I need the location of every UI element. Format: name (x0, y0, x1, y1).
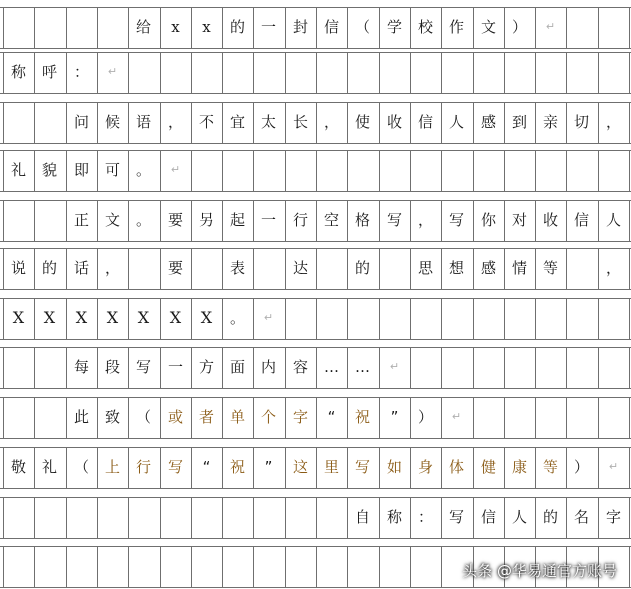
grid-cell-divider (191, 248, 192, 289)
grid-char: 容 (292, 358, 308, 376)
grid-cell-divider (379, 52, 380, 93)
grid-cell-divider (441, 546, 442, 587)
grid-cell-divider (629, 52, 630, 93)
grid-char: X (12, 308, 25, 327)
grid-char: 称 (10, 63, 26, 81)
grid-char: 写 (135, 358, 151, 376)
grid-char: 身 (417, 458, 433, 476)
grid-cell-divider (535, 298, 536, 339)
grid-char: 者 (198, 408, 214, 426)
grid-cell-divider (253, 497, 254, 538)
grid-char: ” (264, 458, 273, 476)
grid-char: X (106, 308, 119, 327)
grid-char: 即 (73, 161, 89, 179)
grid-cell-divider (253, 248, 254, 289)
grid-cell-divider (128, 497, 129, 538)
grid-char: 起 (229, 211, 245, 229)
grid-cell-divider (473, 347, 474, 388)
grid-cell-divider (566, 298, 567, 339)
grid-char: 人 (511, 508, 527, 526)
grid-cell-divider (379, 248, 380, 289)
grid-char: 达 (292, 259, 308, 277)
grid-char: ） (417, 408, 433, 426)
grid-cell-divider (504, 347, 505, 388)
grid-char: 不 (198, 113, 214, 131)
grid-char: 校 (417, 18, 433, 36)
grid-char: 学 (386, 18, 402, 36)
grid-cell-divider (535, 52, 536, 93)
grid-cell-divider (629, 447, 630, 488)
grid-cell-divider (253, 52, 254, 93)
grid-cell-divider (222, 52, 223, 93)
grid-cell-divider (191, 546, 192, 587)
grid-char: 对 (511, 211, 527, 229)
grid-char: ： (417, 508, 433, 526)
paragraph-mark: ↵ (608, 460, 619, 473)
grid-char: 单 (229, 408, 245, 426)
grid-char: ， (605, 259, 621, 277)
grid-char: 礼 (10, 161, 26, 179)
grid-cell-divider (535, 347, 536, 388)
grid-cell-divider (191, 497, 192, 538)
grid-char: 长 (292, 113, 308, 131)
grid-cell-divider (222, 546, 223, 587)
grid-char: “ (202, 458, 211, 476)
grid-cell-divider (629, 7, 630, 48)
grid-cell-divider (316, 546, 317, 587)
grid-char: 康 (511, 458, 527, 476)
grid-cell-divider (285, 546, 286, 587)
grid-char: ， (167, 113, 183, 131)
grid-cell-divider (347, 52, 348, 93)
grid-char: 上 (104, 458, 120, 476)
grid-cell-divider (191, 52, 192, 93)
grid-cell-divider (629, 200, 630, 241)
grid-char: 人 (605, 211, 621, 229)
grid-cell-divider (473, 397, 474, 438)
grid-char: 健 (480, 458, 496, 476)
grid-rule (0, 587, 631, 588)
grid-cell-divider (629, 298, 630, 339)
grid-cell-divider (629, 248, 630, 289)
grid-char: 语 (135, 113, 151, 131)
grid-cell-divider (34, 497, 35, 538)
grid-char: （ (354, 18, 370, 36)
grid-char: 写 (448, 508, 464, 526)
grid-cell-divider (191, 150, 192, 191)
grid-char: … (355, 358, 370, 376)
grid-cell-divider (535, 150, 536, 191)
grid-char: 体 (448, 458, 464, 476)
grid-char: 候 (104, 113, 120, 131)
grid-cell-divider (566, 347, 567, 388)
grid-cell-divider (66, 546, 67, 587)
grid-char: 人 (448, 113, 464, 131)
grid-char: 字 (292, 408, 308, 426)
watermark: 头条 @华易通官方账号 (462, 562, 617, 580)
grid-cell-divider (504, 397, 505, 438)
grid-char: 祝 (229, 458, 245, 476)
grid-char: 一 (260, 211, 276, 229)
grid-cell-divider (504, 150, 505, 191)
grid-cell-divider (441, 347, 442, 388)
grid-cell-divider (566, 52, 567, 93)
grid-char: 。 (229, 309, 245, 327)
grid-char: 等 (542, 259, 558, 277)
grid-char: 收 (542, 211, 558, 229)
grid-char: 的 (229, 18, 245, 36)
grid-char: 要 (167, 211, 183, 229)
grid-cell-divider (598, 347, 599, 388)
grid-char: 问 (73, 113, 89, 131)
grid-cell-divider (285, 150, 286, 191)
grid-rule (0, 48, 631, 49)
grid-char: （ (73, 458, 89, 476)
grid-char: 宜 (229, 113, 245, 131)
grid-rule (0, 241, 631, 242)
grid-char: ， (104, 259, 120, 277)
paragraph-mark: ↵ (389, 360, 400, 373)
grid-char: 到 (511, 113, 527, 131)
grid-cell-divider (3, 397, 4, 438)
grid-char: 行 (292, 211, 308, 229)
grid-char: 写 (354, 458, 370, 476)
grid-cell-divider (410, 347, 411, 388)
grid-cell-divider (410, 298, 411, 339)
grid-char: 呼 (41, 63, 57, 81)
paragraph-mark: ↵ (263, 311, 274, 324)
grid-char: X (169, 308, 182, 327)
grid-char: 情 (511, 259, 527, 277)
grid-cell-divider (410, 546, 411, 587)
grid-char: 里 (323, 458, 339, 476)
grid-cell-divider (222, 150, 223, 191)
grid-cell-divider (566, 7, 567, 48)
grid-cell-divider (66, 497, 67, 538)
grid-cell-divider (629, 546, 630, 587)
grid-cell-divider (160, 546, 161, 587)
grid-cell-divider (504, 298, 505, 339)
grid-char: ： (73, 63, 89, 81)
grid-cell-divider (128, 546, 129, 587)
grid-char: 信 (573, 211, 589, 229)
grid-char: 信 (417, 113, 433, 131)
grid-cell-divider (441, 150, 442, 191)
grid-cell-divider (3, 347, 4, 388)
grid-cell-divider (410, 150, 411, 191)
grid-cell-divider (473, 150, 474, 191)
grid-char: 文 (104, 211, 120, 229)
grid-cell-divider (222, 497, 223, 538)
grid-cell-divider (66, 7, 67, 48)
grid-cell-divider (629, 397, 630, 438)
grid-char: 可 (104, 161, 120, 179)
grid-rule (0, 538, 631, 539)
grid-char: 另 (198, 211, 214, 229)
grid-cell-divider (598, 150, 599, 191)
grid-cell-divider (410, 52, 411, 93)
grid-cell-divider (97, 546, 98, 587)
grid-char: ） (573, 458, 589, 476)
grid-cell-divider (97, 7, 98, 48)
grid-cell-divider (160, 497, 161, 538)
grid-char: 给 (135, 18, 151, 36)
grid-rule (0, 488, 631, 489)
grid-char: 作 (448, 18, 464, 36)
grid-char: 感 (480, 259, 496, 277)
grid-char: ， (605, 113, 621, 131)
paragraph-mark: ↵ (107, 65, 118, 78)
grid-cell-divider (504, 52, 505, 93)
grid-char: 信 (480, 508, 496, 526)
grid-char: 。 (135, 211, 151, 229)
grid-cell-divider (566, 248, 567, 289)
grid-char: 敬 (10, 458, 26, 476)
grid-char: 写 (167, 458, 183, 476)
grid-cell-divider (285, 298, 286, 339)
grid-char: 祝 (354, 408, 370, 426)
grid-char: 自 (354, 508, 370, 526)
grid-char: 如 (386, 458, 402, 476)
grid-char: 表 (229, 259, 245, 277)
grid-char: ， (323, 113, 339, 131)
grid-cell-divider (566, 397, 567, 438)
grid-cell-divider (629, 102, 630, 143)
grid-cell-divider (441, 52, 442, 93)
grid-char: 收 (386, 113, 402, 131)
grid-char: 这 (292, 458, 308, 476)
grid-char: 写 (386, 211, 402, 229)
grid-cell-divider (34, 546, 35, 587)
paragraph-mark: ↵ (545, 20, 556, 33)
grid-char: 感 (480, 113, 496, 131)
grid-char: 切 (573, 113, 589, 131)
grid-char: 想 (448, 259, 464, 277)
grid-cell-divider (3, 497, 4, 538)
grid-char: X (137, 308, 150, 327)
paragraph-mark: ↵ (170, 163, 181, 176)
grid-char: （ (135, 408, 151, 426)
grid-char: 方 (198, 358, 214, 376)
grid-char: X (75, 308, 88, 327)
grid-char: 使 (354, 113, 370, 131)
grid-char: 要 (167, 259, 183, 277)
grid-cell-divider (316, 248, 317, 289)
grid-char: 礼 (41, 458, 57, 476)
grid-rule (0, 438, 631, 439)
grid-cell-divider (253, 150, 254, 191)
grid-cell-divider (535, 397, 536, 438)
grid-char: “ (327, 408, 336, 426)
grid-cell-divider (316, 298, 317, 339)
grid-cell-divider (34, 200, 35, 241)
grid-char: 的 (41, 259, 57, 277)
grid-char: 等 (542, 458, 558, 476)
grid-char: X (200, 308, 213, 327)
grid-cell-divider (34, 397, 35, 438)
grid-cell-divider (34, 7, 35, 48)
grid-char: 字 (605, 508, 621, 526)
grid-char: 内 (260, 358, 276, 376)
grid-char: 话 (73, 259, 89, 277)
paragraph-mark: ↵ (451, 410, 462, 423)
grid-cell-divider (97, 497, 98, 538)
grid-cell-divider (316, 52, 317, 93)
grid-cell-divider (598, 7, 599, 48)
grid-char: 称 (386, 508, 402, 526)
grid-char: 空 (323, 211, 339, 229)
grid-char: 一 (167, 358, 183, 376)
grid-char: ） (511, 18, 527, 36)
grid-cell-divider (473, 298, 474, 339)
grid-cell-divider (3, 200, 4, 241)
grid-char: 的 (542, 508, 558, 526)
grid-cell-divider (379, 546, 380, 587)
grid-rule (0, 143, 631, 144)
grid-rule (0, 388, 631, 389)
grid-rule (0, 93, 631, 94)
grid-char: 此 (73, 408, 89, 426)
grid-cell-divider (347, 150, 348, 191)
grid-cell-divider (441, 298, 442, 339)
grid-cell-divider (347, 298, 348, 339)
grid-cell-divider (379, 150, 380, 191)
grid-cell-divider (473, 52, 474, 93)
grid-cell-divider (629, 150, 630, 191)
grid-char: 封 (292, 18, 308, 36)
grid-cell-divider (3, 7, 4, 48)
grid-char: 一 (260, 18, 276, 36)
grid-cell-divider (34, 347, 35, 388)
grid-char: 你 (480, 211, 496, 229)
grid-char: 每 (73, 358, 89, 376)
grid-char: 个 (260, 408, 276, 426)
grid-char: x (202, 18, 211, 36)
grid-char: ， (417, 211, 433, 229)
grid-cell-divider (3, 102, 4, 143)
grid-cell-divider (128, 248, 129, 289)
grid-cell-divider (285, 497, 286, 538)
grid-char: x (171, 18, 180, 36)
grid-cell-divider (160, 52, 161, 93)
grid-cell-divider (598, 298, 599, 339)
grid-cell-divider (629, 347, 630, 388)
grid-char: 的 (354, 259, 370, 277)
grid-cell-divider (128, 52, 129, 93)
grid-char: 名 (573, 508, 589, 526)
grid-char: ” (390, 408, 399, 426)
grid-char: 致 (104, 408, 120, 426)
grid-cell-divider (598, 52, 599, 93)
grid-char: 貌 (41, 161, 57, 179)
grid-char: 思 (417, 259, 433, 277)
grid-char: 亲 (542, 113, 558, 131)
grid-cell-divider (598, 397, 599, 438)
grid-char: 写 (448, 211, 464, 229)
grid-char: 格 (354, 211, 370, 229)
grid-char: 太 (260, 113, 276, 131)
grid-cell-divider (347, 546, 348, 587)
grid-char: 文 (480, 18, 496, 36)
grid-rule (0, 191, 631, 192)
grid-char: X (43, 308, 56, 327)
grid-rule (0, 289, 631, 290)
grid-cell-divider (285, 52, 286, 93)
grid-cell-divider (34, 102, 35, 143)
grid-char: 段 (104, 358, 120, 376)
grid-cell-divider (253, 546, 254, 587)
grid-cell-divider (379, 298, 380, 339)
grid-char: 。 (135, 161, 151, 179)
grid-char: 面 (229, 358, 245, 376)
grid-cell-divider (629, 497, 630, 538)
grid-char: 或 (167, 408, 183, 426)
grid-rule (0, 339, 631, 340)
grid-char: 行 (135, 458, 151, 476)
grid-cell-divider (566, 150, 567, 191)
grid-cell-divider (3, 546, 4, 587)
grid-cell-divider (316, 150, 317, 191)
grid-char: 正 (73, 211, 89, 229)
grid-char: 信 (323, 18, 339, 36)
grid-char: 说 (10, 259, 26, 277)
grid-char: … (324, 358, 339, 376)
grid-cell-divider (316, 497, 317, 538)
